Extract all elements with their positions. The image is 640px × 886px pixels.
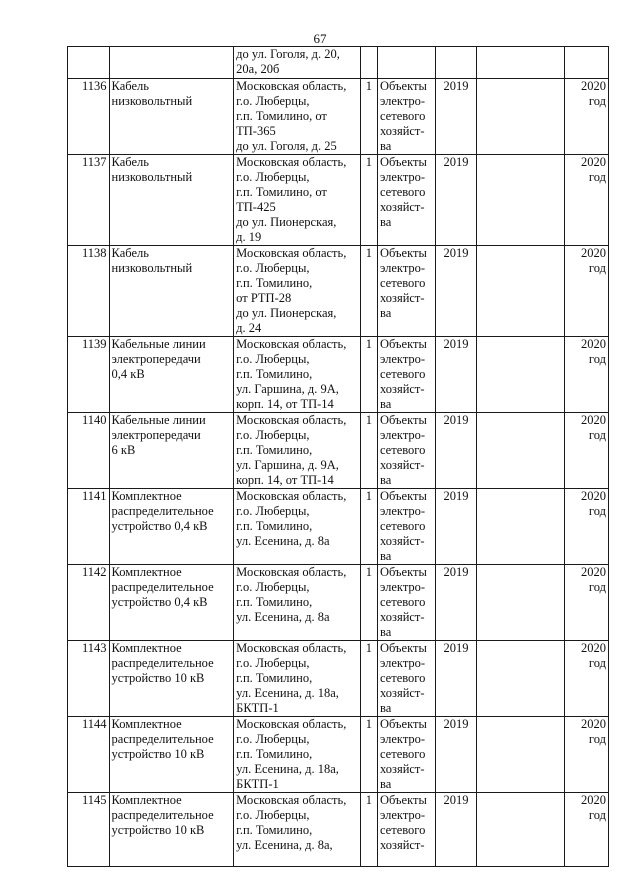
cell-year-start: 2019 [435, 337, 477, 413]
cell-quantity: 1 [360, 489, 377, 565]
cell-year-end: 2020 год [565, 565, 609, 641]
cell-address: Московская область, г.о. Люберцы, г.п. Томилино, ул. Есенина, д. 8а [234, 489, 361, 565]
cell-empty [477, 246, 565, 337]
cell-year-start: 2019 [435, 793, 477, 867]
cell-year-end: 2020 год [565, 413, 609, 489]
cell-year-start: 2019 [435, 79, 477, 155]
cell-number: 1141 [68, 489, 110, 565]
cell-year-end: 2020 год [565, 793, 609, 867]
cell-category [377, 47, 435, 79]
cell-year-end: 2020 год [565, 155, 609, 246]
cell-year-end: 2020 год [565, 337, 609, 413]
cell-category: Объекты электро- сетевого хозяйст- ва [377, 413, 435, 489]
cell-quantity: 1 [360, 155, 377, 246]
cell-year-start: 2019 [435, 413, 477, 489]
cell-year-start: 2019 [435, 155, 477, 246]
cell-address: Московская область, г.о. Люберцы, г.п. Томилино, ул. Есенина, д. 8а, [234, 793, 361, 867]
cell-number: 1145 [68, 793, 110, 867]
cell-year-end: 2020 год [565, 79, 609, 155]
cell-quantity: 1 [360, 79, 377, 155]
cell-address: Московская область, г.о. Люберцы, г.п. Томилино, от РТП-28 до ул. Пионерская, д. 24 [234, 246, 361, 337]
cell-name: Кабель низковольтный [109, 155, 234, 246]
cell-quantity: 1 [360, 565, 377, 641]
cell-category: Объекты электро- сетевого хозяйст- ва [377, 641, 435, 717]
cell-category: Объекты электро- сетевого хозяйст- ва [377, 337, 435, 413]
cell-address: Московская область, г.о. Люберцы, г.п. Томилино, ул. Есенина, д. 8а [234, 565, 361, 641]
cell-number [68, 47, 110, 79]
cell-name: Комплектное распределительное устройство 10 кВ [109, 641, 234, 717]
cell-empty [477, 79, 565, 155]
table-row [68, 155, 609, 246]
cell-year-end: 2020 год [565, 246, 609, 337]
table-row [68, 565, 609, 641]
page-number: 67 [313, 31, 327, 46]
table-row-continuation [68, 47, 609, 79]
table-row [68, 79, 609, 155]
cell-category: Объекты электро- сетевого хозяйст- [377, 793, 435, 867]
cell-number: 1142 [68, 565, 110, 641]
table-row [68, 717, 609, 793]
cell-category: Объекты электро- сетевого хозяйст- ва [377, 155, 435, 246]
cell-year-start [435, 47, 477, 79]
cell-category: Объекты электро- сетевого хозяйст- ва [377, 489, 435, 565]
registry-table-body [68, 47, 609, 867]
cell-number: 1138 [68, 246, 110, 337]
cell-number: 1136 [68, 79, 110, 155]
cell-number: 1140 [68, 413, 110, 489]
cell-address: до ул. Гоголя, д. 20, 20а, 20б [234, 47, 361, 79]
cell-address: Московская область, г.о. Люберцы, г.п. Томилино, ул. Гаршина, д. 9А, корп. 14, от ТП-14 [234, 337, 361, 413]
cell-category: Объекты электро- сетевого хозяйст- ва [377, 246, 435, 337]
cell-name: Кабельные линии электропередачи 6 кВ [109, 413, 234, 489]
cell-quantity: 1 [360, 337, 377, 413]
cell-address: Московская область, г.о. Люберцы, г.п. Томилино, от ТП-365 до ул. Гоголя, д. 25 [234, 79, 361, 155]
cell-empty [477, 565, 565, 641]
cell-empty [477, 413, 565, 489]
cell-name: Комплектное распределительное устройство 10 кВ [109, 793, 234, 867]
cell-year-start: 2019 [435, 641, 477, 717]
cell-name: Кабельные линии электропередачи 0,4 кВ [109, 337, 234, 413]
table-row [68, 489, 609, 565]
cell-address: Московская область, г.о. Люберцы, г.п. Томилино, ул. Есенина, д. 18а, БКТП-1 [234, 641, 361, 717]
cell-year-end: 2020 год [565, 641, 609, 717]
cell-name: Комплектное распределительное устройство 0,4 кВ [109, 489, 234, 565]
cell-quantity: 1 [360, 717, 377, 793]
cell-name: Кабель низковольтный [109, 79, 234, 155]
cell-empty [477, 793, 565, 867]
cell-address: Московская область, г.о. Люберцы, г.п. Томилино, от ТП-425 до ул. Пионерская, д. 19 [234, 155, 361, 246]
cell-quantity: 1 [360, 413, 377, 489]
cell-empty [477, 717, 565, 793]
cell-category: Объекты электро- сетевого хозяйст- ва [377, 565, 435, 641]
cell-address: Московская область, г.о. Люберцы, г.п. Томилино, ул. Гаршина, д. 9А, корп. 14, от ТП-14 [234, 413, 361, 489]
cell-name: Комплектное распределительное устройство 10 кВ [109, 717, 234, 793]
table-row [68, 641, 609, 717]
cell-quantity: 1 [360, 793, 377, 867]
cell-name: Комплектное распределительное устройство 0,4 кВ [109, 565, 234, 641]
cell-year-start: 2019 [435, 565, 477, 641]
cell-category: Объекты электро- сетевого хозяйст- ва [377, 717, 435, 793]
table-row [68, 337, 609, 413]
cell-year-start: 2019 [435, 489, 477, 565]
cell-address: Московская область, г.о. Люберцы, г.п. Томилино, ул. Есенина, д. 18а, БКТП-1 [234, 717, 361, 793]
cell-number: 1137 [68, 155, 110, 246]
cell-quantity: 1 [360, 246, 377, 337]
cell-empty [477, 489, 565, 565]
cell-category: Объекты электро- сетевого хозяйст- ва [377, 79, 435, 155]
cell-year-end: 2020 год [565, 717, 609, 793]
cell-quantity: 1 [360, 641, 377, 717]
cell-name: Кабель низковольтный [109, 246, 234, 337]
cell-number: 1139 [68, 337, 110, 413]
cell-year-start: 2019 [435, 717, 477, 793]
cell-year-start: 2019 [435, 246, 477, 337]
cell-number: 1143 [68, 641, 110, 717]
cell-empty [477, 155, 565, 246]
table-row [68, 246, 609, 337]
table-row [68, 413, 609, 489]
cell-empty [477, 337, 565, 413]
cell-quantity [360, 47, 377, 79]
cell-name [109, 47, 234, 79]
cell-number: 1144 [68, 717, 110, 793]
table-row [68, 793, 609, 867]
cell-empty [477, 47, 565, 79]
cell-empty [477, 641, 565, 717]
cell-year-end: 2020 год [565, 489, 609, 565]
cell-year-end [565, 47, 609, 79]
registry-table [67, 46, 609, 867]
